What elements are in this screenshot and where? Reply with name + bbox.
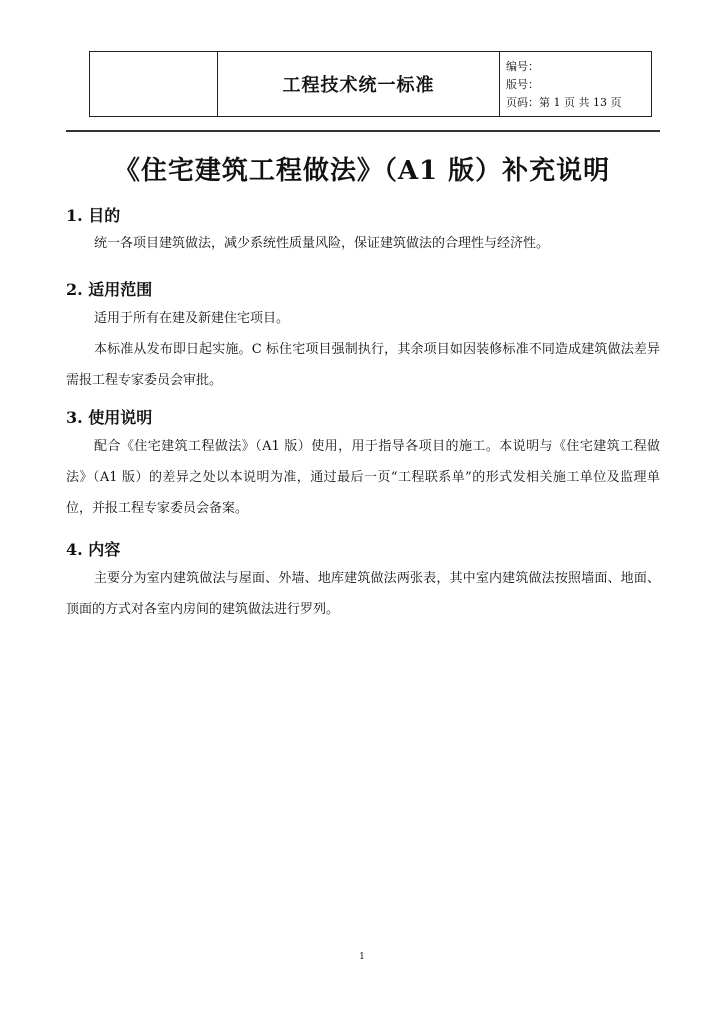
header-meta [500,52,651,116]
header-title: 工程技术统一标准 [218,52,500,116]
page-number: 1 [359,952,365,962]
header-page-info: 页码：第 1 页 共 13 页 [506,96,622,109]
section-1-paragraph-1: 统一各项目建筑做法，减少系统性质量风险，保证建筑做法的合理性与经济性。 [94,236,550,251]
section-3-paragraph-1: 配合《住宅建筑工程做法》（A1 版）使用，用于指导各项目的施工。本说明与《住宅建筑工程做法》（A1 版）的差异之处以本说明为准，通过最后一页“工程联系单”的形式发相关施工单位及监理单位，并报工程专家委员会备案。 [66,439,660,516]
header-divider [66,130,660,132]
header-code-label: 编号： [506,60,539,73]
section-2-paragraph-1: 适用于所有在建及新建住宅项目。 [94,311,290,326]
section-heading-2: 2. 适用范围 [66,280,153,299]
section-heading-4: 4. 内容 [66,540,121,559]
document-title: 《住宅建筑工程做法》（A1 版）补充说明 [113,156,611,186]
header-version-label: 版号： [506,78,539,91]
section-heading-3: 3. 使用说明 [66,408,153,427]
section-2-paragraph-2: 本标准从发布即日起实施。C 标住宅项目强制执行，其余项目如因装修标准不同造成建筑做法差异需报工程专家委员会审批。 [66,342,660,388]
section-heading-1: 1. 目的 [66,206,121,225]
section-4-paragraph-1: 主要分为室内建筑做法与屋面、外墙、地库建筑做法两张表，其中室内建筑做法按照墙面、地面、顶面的方式对各室内房间的建筑做法进行罗列。 [66,571,660,617]
header-logo-cell [90,52,218,116]
header-table [89,51,652,117]
